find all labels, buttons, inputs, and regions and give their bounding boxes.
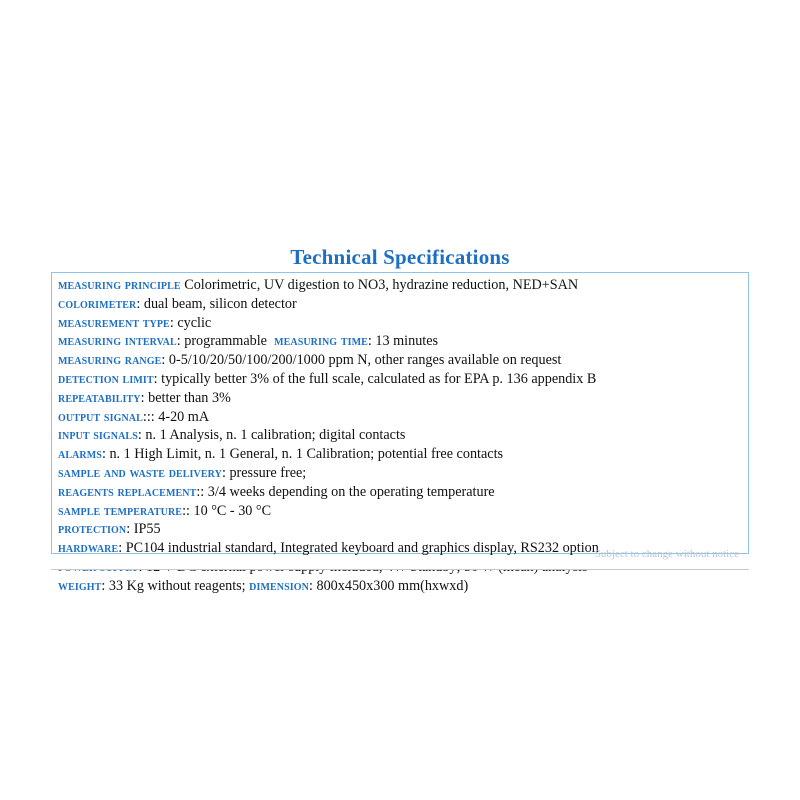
spec-row bbox=[58, 389, 748, 408]
spec-row bbox=[58, 445, 748, 464]
spec-separator: : bbox=[169, 314, 178, 331]
spec-value: 4-20 mA bbox=[158, 408, 210, 425]
spec-value: cyclic bbox=[177, 314, 212, 331]
spec-separator: : bbox=[153, 370, 162, 387]
spec-row bbox=[58, 520, 748, 539]
spec-label: measuring interval bbox=[58, 333, 177, 350]
spec-value: typically better 3% of the full scale, calculated as for EPA p. 136 appendix B bbox=[161, 370, 597, 387]
spec-separator: ::: bbox=[142, 408, 159, 425]
spec-row bbox=[58, 295, 748, 314]
spec-separator: : bbox=[136, 295, 144, 312]
spec-label: output signal bbox=[58, 408, 143, 425]
spec-row bbox=[58, 351, 748, 370]
spec-label: colorimeter bbox=[58, 295, 137, 312]
spec-label: repeatability bbox=[58, 389, 141, 406]
spec-separator: : bbox=[101, 446, 110, 463]
spec-row bbox=[58, 408, 748, 427]
spec-label-secondary: dimension bbox=[249, 577, 309, 594]
spec-row bbox=[58, 314, 748, 333]
spec-row bbox=[58, 332, 748, 351]
spec-label: sample temperature bbox=[58, 502, 183, 519]
spec-label: reagents replacement bbox=[58, 483, 197, 500]
spec-label: detection limit bbox=[58, 370, 154, 387]
spec-separator: :: bbox=[196, 483, 208, 500]
spec-value-secondary: 13 minutes bbox=[375, 333, 439, 350]
spec-label: protection bbox=[58, 521, 127, 538]
spec-separator: : bbox=[101, 577, 109, 594]
spec-separator: : bbox=[140, 389, 149, 406]
spec-value: 33 Kg without reagents; bbox=[108, 577, 246, 594]
spec-value: 3/4 weeks depending on the operating temperature bbox=[207, 483, 495, 500]
spec-separator: :: bbox=[182, 502, 194, 519]
spec-value: n. 1 High Limit, n. 1 General, n. 1 Calibration; potential free contacts bbox=[109, 446, 504, 463]
spec-separator: : bbox=[176, 333, 185, 350]
spec-value: Colorimetric, UV digestion to NO3, hydrazine reduction, NED+SAN bbox=[184, 277, 579, 293]
spec-row bbox=[58, 370, 748, 389]
spec-row bbox=[58, 426, 748, 445]
spec-separator: : bbox=[137, 427, 146, 444]
spec-label: measuring range bbox=[58, 352, 162, 369]
spec-value: 10 °C - 30 °C bbox=[193, 502, 272, 519]
spec-separator-secondary: : bbox=[367, 333, 376, 350]
spec-label: input signals bbox=[58, 427, 138, 444]
spec-value: 0-5/10/20/50/100/200/1000 ppm N, other ranges available on request bbox=[168, 352, 562, 369]
spec-value: dual beam, silicon detector bbox=[143, 295, 297, 312]
page-title: Technical Specifications bbox=[290, 245, 510, 269]
spec-row bbox=[58, 577, 748, 596]
spec-row bbox=[58, 276, 748, 295]
spec-row bbox=[58, 464, 748, 483]
spec-row bbox=[58, 502, 748, 521]
spec-label: sample and waste delivery bbox=[58, 464, 222, 481]
spec-value: better than 3% bbox=[148, 389, 231, 406]
spec-label: weight bbox=[58, 577, 102, 594]
spec-value: pressure free; bbox=[229, 464, 307, 481]
spec-row bbox=[58, 483, 748, 502]
spec-value-secondary: 800x450x300 mm(hxwxd) bbox=[316, 577, 469, 594]
spec-separator: : bbox=[126, 521, 134, 538]
spec-separator: : bbox=[221, 464, 230, 481]
spec-value: IP55 bbox=[133, 521, 161, 538]
spec-value: n. 1 Analysis, n. 1 calibration; digital contacts bbox=[145, 427, 406, 444]
bottom-divider bbox=[51, 569, 749, 570]
spec-label: alarms bbox=[58, 446, 102, 463]
spec-label: measurement type bbox=[58, 314, 170, 331]
spec-label: measuring principle bbox=[58, 277, 181, 293]
spec-separator: : bbox=[118, 540, 126, 557]
spec-separator-secondary: : bbox=[308, 577, 317, 594]
spec-label-secondary: measuring time bbox=[274, 333, 368, 350]
spec-value: programmable bbox=[184, 333, 267, 350]
specifications-panel bbox=[51, 272, 749, 594]
spec-gap bbox=[267, 333, 274, 349]
spec-value: PC104 industrial standard, Integrated keyboard and graphics display, RS232 option bbox=[125, 540, 599, 557]
spec-separator: : bbox=[161, 352, 169, 369]
spec-label: hardware bbox=[58, 540, 119, 557]
footer-note: Subject to change without notice bbox=[594, 548, 739, 560]
